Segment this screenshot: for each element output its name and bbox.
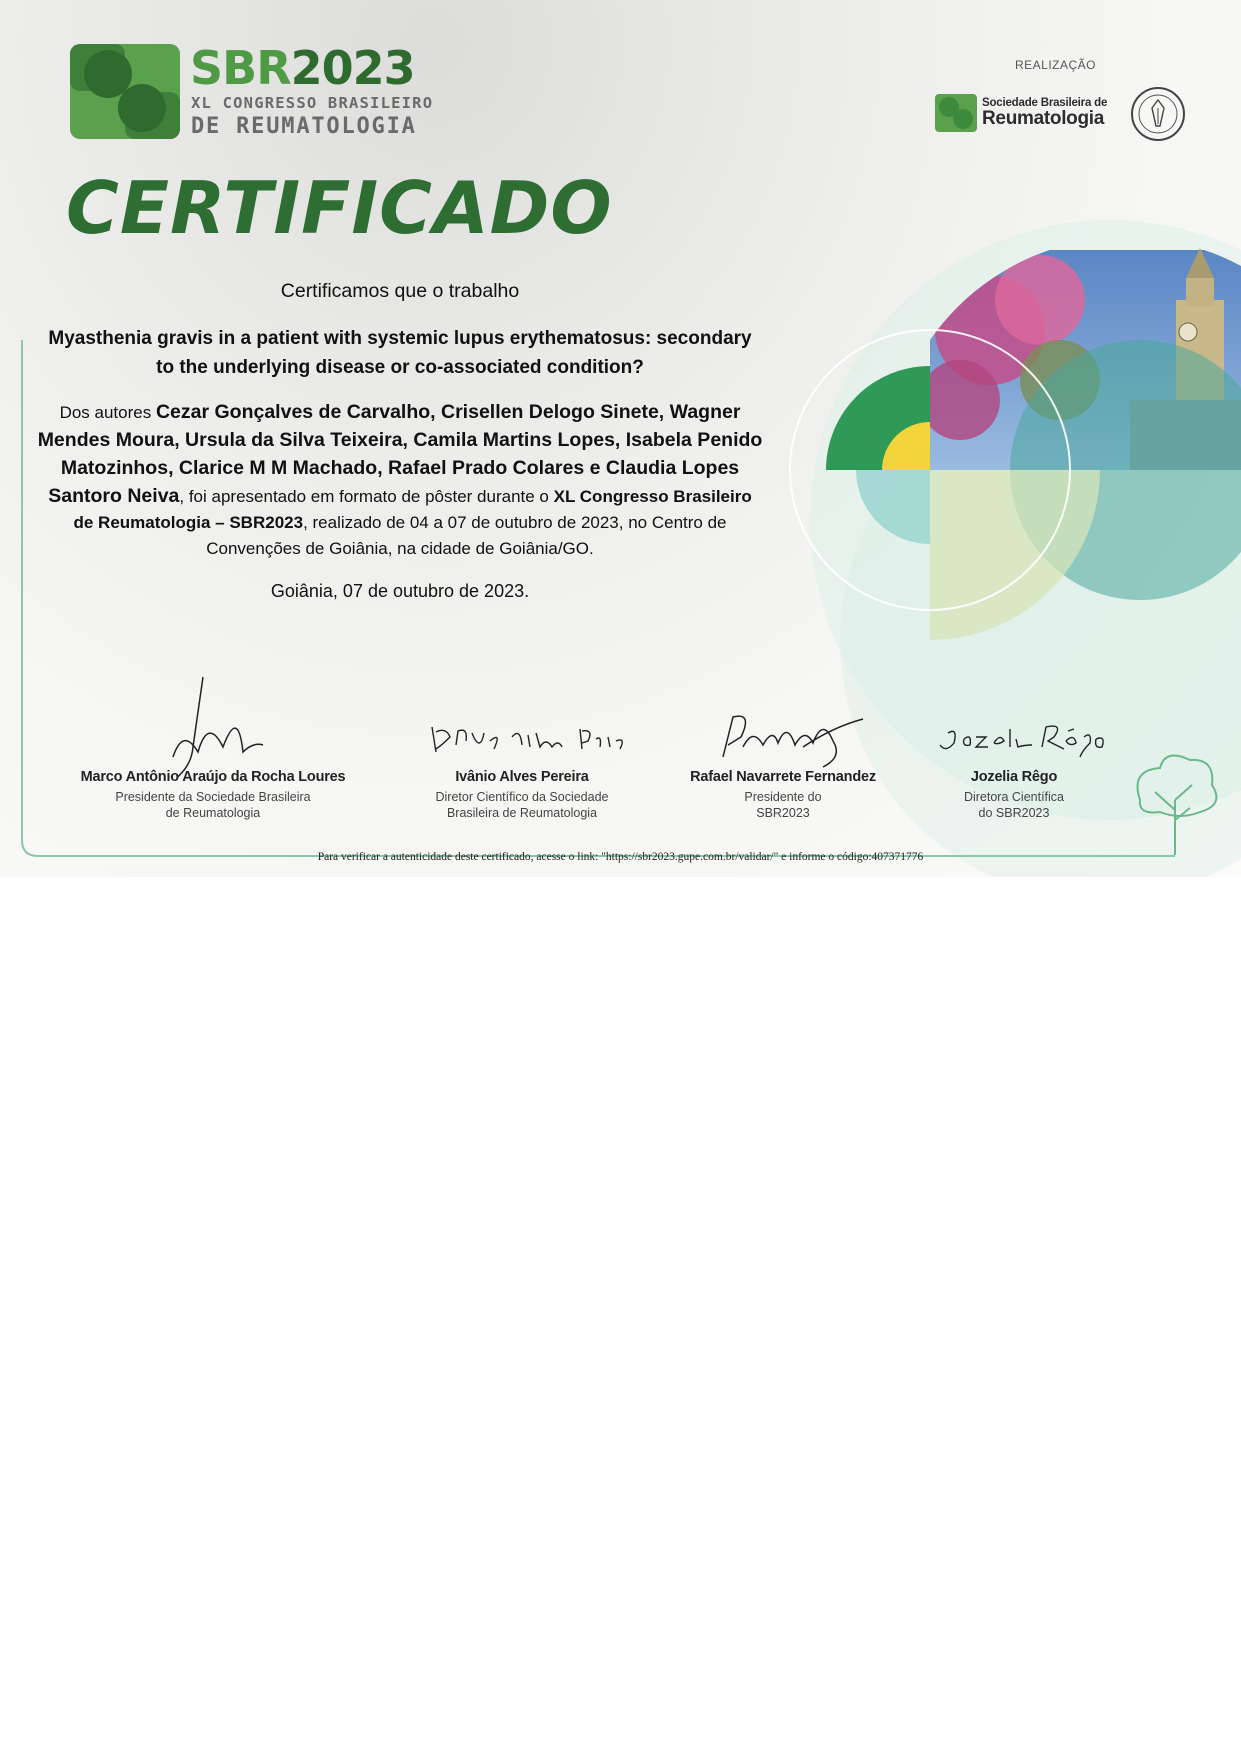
issue-date: Goiânia, 07 de outubro de 2023.	[270, 581, 530, 601]
signature-1	[113, 657, 313, 777]
signer-name: Ivânio Alves Pereira	[455, 769, 589, 785]
signer-role: Presidente da Sociedade Brasileira de Reumatologia	[115, 790, 311, 820]
seal-icon	[1130, 86, 1186, 142]
signature-block-1	[63, 657, 363, 820]
congress-line2: DE REUMATOLOGIA	[191, 114, 417, 139]
signer-role: Diretora Científica do SBR2023	[963, 790, 1065, 820]
society-logo	[935, 94, 1115, 136]
society-line2: Reumatologia	[982, 108, 1105, 129]
sbr2023-wordmark: SBR2023	[190, 41, 415, 95]
work-title: Myasthenia gravis in a patient with systemic lupus erythematosus: secondary to the underlying disease or co-associated condition?	[48, 328, 752, 378]
signer-name: Marco Antônio Araújo da Rocha Loures	[80, 769, 346, 785]
body-text1: , foi apresentado em formato de pôster durante o	[179, 487, 549, 506]
certificate	[0, 0, 1241, 877]
body-text2: , realizado de 04 a 07 de outubro de 2023, no Centro de Convenções de Goiânia, na cidade de Goiânia/GO.	[206, 513, 727, 558]
lead-text: Certificamos que o trabalho	[280, 280, 520, 302]
signature-3	[683, 657, 883, 777]
signer-role: Diretor Científico da Sociedade Brasileira de Reumatologia	[435, 790, 609, 820]
signature-4	[914, 657, 1114, 777]
signature-2	[412, 657, 632, 777]
certificate-title: CERTIFICADO	[66, 166, 613, 250]
signer-name: Rafael Navarrete Fernandez	[690, 769, 876, 785]
congress-line1: XL CONGRESSO BRASILEIRO	[191, 94, 434, 112]
signer-role: Presidente do SBR2023	[744, 790, 822, 820]
realizacao-label: REALIZAÇÃO	[1015, 58, 1097, 72]
verification-footer: Para verificar a autenticidade deste certificado, acesse o link: "https://sbr2023.gupe.com.br/validar/" e informe o código:407371776	[317, 851, 924, 863]
sbr-circles-logo-icon	[70, 44, 180, 139]
authors-list: Cezar Gonçalves de Carvalho, Crisellen Delogo Sinete, Wagner Mendes Moura, Ursula da Silva Teixeira, Camila Martins Lopes, Isabela Penido Matozinhos, Clarice M M Machado, Rafael Prado Colares e Claudia Lopes Santoro Neiva	[37, 401, 763, 507]
signature-block-4	[864, 657, 1164, 820]
signature-block-2	[372, 657, 672, 820]
certificate-body	[36, 398, 764, 562]
society-circles-icon	[935, 94, 977, 132]
body-prefix: Dos autores	[59, 403, 152, 422]
sbr2023-logo	[70, 41, 434, 142]
signer-name: Jozelia Rêgo	[970, 769, 1058, 785]
congress-name: XL Congresso Brasileiro de Reumatologia – SBR2023	[73, 487, 752, 532]
society-line1: Sociedade Brasileira de	[982, 97, 1108, 109]
